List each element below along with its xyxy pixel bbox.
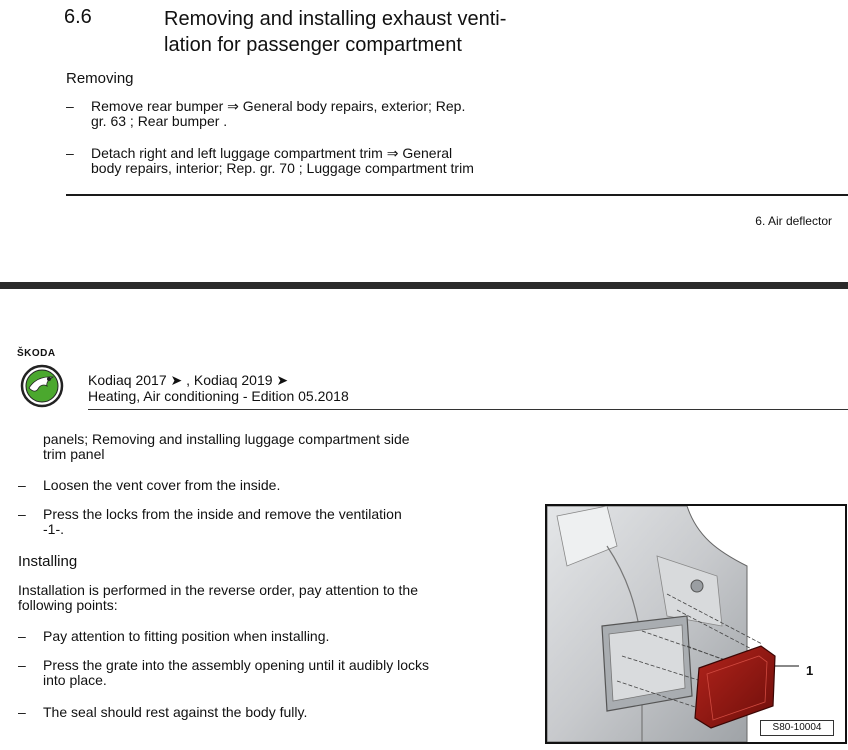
model-line: Kodiaq 2017 ➤ , Kodiaq 2019 ➤ [88,372,289,388]
section-number: 6.6 [64,6,92,28]
section-title [164,6,584,58]
installation-figure [545,504,847,744]
header-divider [88,409,848,410]
brand-name: ŠKODA [17,348,56,359]
list-dash: – [18,477,26,493]
edition-line: Heating, Air conditioning - Edition 05.2018 [88,388,349,404]
list-item [18,705,528,721]
step-text: Remove rear bumper ⇒ General body repairs, exterior; Rep. [91,98,466,114]
body-panel-illustration [547,506,845,742]
list-item [66,99,626,131]
section-title-line: Removing and installing exhaust venti- [164,8,507,30]
list-item [18,478,518,494]
figure-code: S80-10004 [760,720,834,736]
page-separator [0,282,848,289]
list-item [18,629,528,645]
step-text: Loosen the vent cover from the inside. [43,477,281,493]
section-title-line: lation for passenger compartment [164,34,462,56]
step-text: gr. 63 ; Rear bumper . [91,113,228,129]
installing-heading: Installing [18,553,78,570]
list-item [66,146,626,178]
step-text: Press the grate into the assembly opening until it audibly locks [43,657,429,673]
installing-intro: Installation is performed in the reverse order, pay attention to the following points: [18,582,419,613]
list-dash: – [18,657,26,673]
step-text: into place. [43,672,107,688]
step-text: Pay attention to fitting position when installing. [43,628,330,644]
step-text: body repairs, interior; Rep. gr. 70 ; Luggage compartment trim [91,160,474,176]
list-dash: – [18,628,26,644]
section-divider [66,194,848,196]
step-text: The seal should rest against the body fully. [43,704,308,720]
removing-heading: Removing [66,70,134,87]
list-item [18,658,528,690]
list-dash: – [18,506,26,522]
list-item [18,507,518,539]
continuation-text: panels; Removing and installing luggage compartment side trim panel [43,431,410,462]
step-text: Press the locks from the inside and remove the ventilation [43,506,402,522]
list-dash: – [66,98,74,114]
skoda-logo-icon [20,364,64,408]
document-header [88,372,349,404]
footer-reference: 6. Air deflector [755,214,832,228]
step-text: -1-. [43,521,64,537]
figure-callout: 1 [806,663,814,678]
list-dash: – [66,145,74,161]
step-text: Detach right and left luggage compartment trim ⇒ General [91,145,453,161]
list-dash: – [18,704,26,720]
